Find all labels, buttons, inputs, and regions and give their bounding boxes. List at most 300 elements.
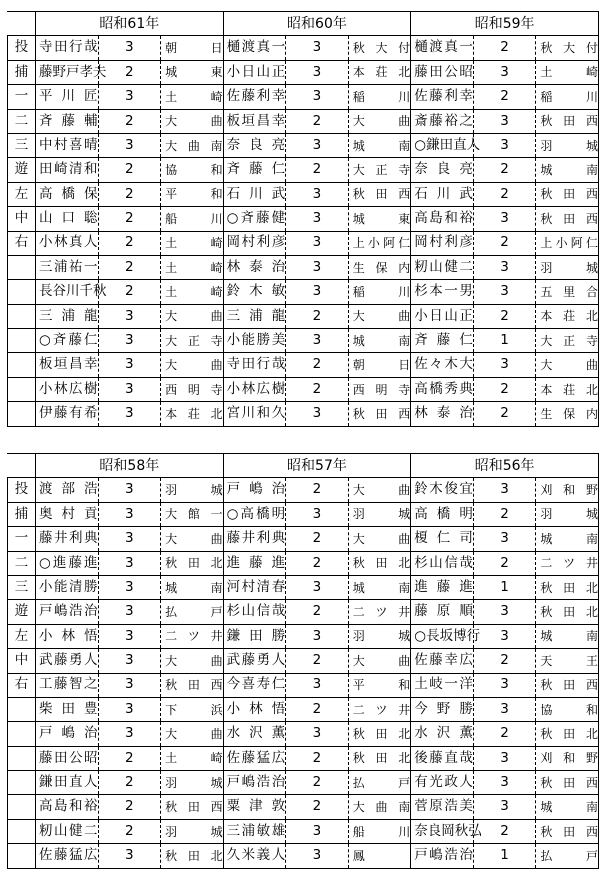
player-grade: 3 (98, 844, 161, 868)
table-row (8, 478, 599, 502)
player-name: 宮 川 和 久 (223, 402, 286, 426)
player-grade: 2 (98, 231, 161, 255)
player-name: 田 崎 清 和 (36, 158, 99, 182)
player-school: 協 和 (536, 697, 599, 721)
position-cell (8, 844, 36, 868)
player-school: 刈 和 野 (536, 478, 599, 502)
table-row (8, 795, 599, 819)
year-header: 昭和58年 (36, 454, 224, 478)
player-school: 城 南 (161, 575, 224, 599)
player-school: 大 曲 (348, 304, 411, 328)
player-name: 水 沢 薫 (411, 722, 474, 746)
player-name: 鈴 木 俊 宜 (411, 478, 474, 502)
player-name: 戸 嶋 治 (223, 478, 286, 502)
position-cell: 左 (8, 624, 36, 648)
player-name: 佐 藤 利 幸 (411, 85, 474, 109)
player-grade: 2 (286, 377, 349, 401)
player-name: 菅 原 浩 美 (411, 795, 474, 819)
player-school: 稲 川 (348, 85, 411, 109)
player-name: 藤 井 利 典 (223, 527, 286, 551)
player-grade: 3 (286, 844, 349, 868)
player-school: 秋 田 西 (161, 673, 224, 697)
position-cell: 三 (8, 575, 36, 599)
player-school: 秋 田 北 (536, 575, 599, 599)
position-cell (8, 329, 36, 353)
position-cell: 三 (8, 133, 36, 157)
player-grade: 3 (98, 377, 161, 401)
player-name: 奈 良 亮 (223, 133, 286, 157)
player-grade: 3 (286, 60, 349, 84)
player-grade: 2 (286, 353, 349, 377)
player-name: 寺 田 行 哉 (223, 353, 286, 377)
player-grade: 3 (286, 280, 349, 304)
player-name: 三 浦 龍 (223, 304, 286, 328)
player-school: 本 荘 北 (161, 402, 224, 426)
player-name: 小 林 悟 (36, 624, 99, 648)
table-row (8, 697, 599, 721)
player-school: 土 崎 (161, 231, 224, 255)
player-name: 高 島 和 裕 (36, 795, 99, 819)
player-name: 藤 原 順 (411, 600, 474, 624)
player-school: 大 曲 南 (161, 133, 224, 157)
player-school: 本 荘 北 (348, 60, 411, 84)
player-name: 斎 藤 裕 之 (411, 109, 474, 133)
player-school: 稲 川 (536, 85, 599, 109)
year-header: 昭和57年 (223, 454, 411, 478)
table-row (8, 182, 599, 206)
position-cell (8, 280, 36, 304)
player-grade: 1 (473, 329, 536, 353)
player-school: 二 ツ 井 (536, 551, 599, 575)
player-grade: 3 (473, 600, 536, 624)
player-school: 上 小 阿 仁 (536, 231, 599, 255)
player-school: 秋 田 西 (161, 795, 224, 819)
player-grade: 2 (473, 85, 536, 109)
position-cell (8, 353, 36, 377)
player-name: 鈴 木 敏 (223, 280, 286, 304)
player-grade: 3 (286, 36, 349, 60)
table-row (8, 280, 599, 304)
player-school: 城 南 (348, 133, 411, 157)
position-cell: 右 (8, 231, 36, 255)
player-name: 佐 藤 猛 広 (36, 844, 99, 868)
player-name: 小 林 悟 (223, 697, 286, 721)
player-grade: 3 (286, 182, 349, 206)
player-name: 戸 嶋 浩 治 (223, 771, 286, 795)
player-grade: 3 (473, 280, 536, 304)
player-grade: 2 (286, 771, 349, 795)
player-school: 本 荘 北 (536, 304, 599, 328)
player-name: 斉 藤 仁 (223, 158, 286, 182)
player-grade: 3 (473, 353, 536, 377)
table-row (8, 527, 599, 551)
player-school: 大 曲 (161, 109, 224, 133)
player-grade: 2 (98, 60, 161, 84)
player-grade: 3 (473, 795, 536, 819)
player-grade: 3 (286, 329, 349, 353)
player-grade: 3 (98, 85, 161, 109)
player-school: 大 曲 (161, 527, 224, 551)
position-cell: 一 (8, 85, 36, 109)
player-grade: 3 (286, 402, 349, 426)
position-cell (8, 304, 36, 328)
player-grade: 2 (286, 304, 349, 328)
player-school: 秋 大 付 (348, 36, 411, 60)
player-grade: 2 (286, 527, 349, 551)
table-row (8, 109, 599, 133)
player-grade: 3 (286, 722, 349, 746)
position-cell: 遊 (8, 600, 36, 624)
player-name: 有 光 政 人 (411, 771, 474, 795)
player-grade: 3 (473, 207, 536, 231)
table-row (8, 819, 599, 843)
player-grade: 2 (98, 207, 161, 231)
player-grade: 2 (286, 600, 349, 624)
player-school: 秋 田 西 (536, 207, 599, 231)
player-grade: 2 (473, 304, 536, 328)
player-school: 羽 城 (536, 502, 599, 526)
player-grade: 3 (473, 697, 536, 721)
player-name: 藤 野 戸 孝 夫 (36, 60, 99, 84)
player-grade: 2 (286, 697, 349, 721)
player-name: 伊 藤 有 希 (36, 402, 99, 426)
table-row (8, 231, 599, 255)
player-school: 鳳 (348, 844, 411, 868)
player-grade: 3 (98, 624, 161, 648)
player-name: 工 藤 智 之 (36, 673, 99, 697)
player-school: 秋 田 北 (161, 551, 224, 575)
player-school: 平 和 (348, 673, 411, 697)
player-school: 下 浜 (161, 697, 224, 721)
player-grade: 3 (286, 85, 349, 109)
player-grade: 3 (473, 673, 536, 697)
player-grade: 3 (286, 502, 349, 526)
player-name: ○ 高 橋 明 (223, 502, 286, 526)
player-school: 二 ツ 井 (348, 600, 411, 624)
table-row (8, 722, 599, 746)
player-school: 土 崎 (161, 280, 224, 304)
player-grade: 3 (473, 527, 536, 551)
roster-table (7, 11, 599, 427)
player-grade: 2 (473, 231, 536, 255)
player-name: 渡 部 浩 (36, 478, 99, 502)
player-name: 武 藤 勇 人 (223, 649, 286, 673)
player-school: 城 南 (536, 527, 599, 551)
player-grade: 2 (473, 722, 536, 746)
player-name: 岡 村 利 彦 (411, 231, 474, 255)
position-cell: 一 (8, 527, 36, 551)
player-school: 大 曲 (348, 109, 411, 133)
player-school: 秋 田 北 (348, 746, 411, 770)
player-grade: 3 (286, 133, 349, 157)
player-grade: 3 (473, 771, 536, 795)
player-grade: 3 (286, 575, 349, 599)
player-grade: 2 (473, 377, 536, 401)
player-name: 後 藤 直 哉 (411, 746, 474, 770)
position-cell: 左 (8, 182, 36, 206)
player-name: 戸 嶋 浩 治 (411, 844, 474, 868)
player-school: 城 東 (161, 60, 224, 84)
player-school: 秋 田 北 (536, 600, 599, 624)
player-name: 佐 藤 利 幸 (223, 85, 286, 109)
player-school: 大 曲 (161, 304, 224, 328)
player-name: ○ 斉 藤 仁 (36, 329, 99, 353)
player-name: 三 浦 祐 一 (36, 255, 99, 279)
position-cell: 右 (8, 673, 36, 697)
player-name: 板 垣 昌 幸 (36, 353, 99, 377)
player-grade: 2 (98, 771, 161, 795)
year-header: 昭和60年 (223, 12, 411, 36)
position-cell (8, 402, 36, 426)
player-grade: 3 (98, 673, 161, 697)
table-row (8, 133, 599, 157)
position-cell (8, 771, 36, 795)
player-name: 粟 津 敦 (223, 795, 286, 819)
year-header-row (8, 454, 599, 478)
player-school: 五 里 合 (536, 280, 599, 304)
player-grade: 3 (286, 255, 349, 279)
player-school: 大 曲 (161, 353, 224, 377)
player-school: 生 保 内 (348, 255, 411, 279)
player-grade: 2 (473, 36, 536, 60)
player-school: 大 曲 (348, 649, 411, 673)
player-name: 寺 田 行 哉 (36, 36, 99, 60)
player-grade: 3 (473, 255, 536, 279)
player-school: 天 王 (536, 649, 599, 673)
player-school: 秋 田 西 (536, 109, 599, 133)
player-name: 小 日 山 正 (411, 304, 474, 328)
position-cell: 二 (8, 551, 36, 575)
player-school: 秋 田 西 (348, 182, 411, 206)
player-name: 小 林 広 樹 (36, 377, 99, 401)
position-header (8, 12, 36, 36)
player-name: 小 林 真 人 (36, 231, 99, 255)
player-school: 羽 城 (348, 502, 411, 526)
position-cell (8, 746, 36, 770)
player-name: 樋 渡 真 一 (411, 36, 474, 60)
player-name: 高 橋 秀 典 (411, 377, 474, 401)
player-grade: 3 (98, 697, 161, 721)
player-school: 二 ツ 井 (348, 697, 411, 721)
player-grade: 3 (98, 600, 161, 624)
player-school: 土 崎 (161, 85, 224, 109)
player-grade: 2 (286, 109, 349, 133)
player-school: 刈 和 野 (536, 746, 599, 770)
table-row (8, 255, 599, 279)
player-school: 羽 城 (161, 478, 224, 502)
player-name: 高 島 和 裕 (411, 207, 474, 231)
position-cell (8, 255, 36, 279)
player-grade: 3 (98, 722, 161, 746)
player-grade: 3 (473, 133, 536, 157)
player-name: 中 村 喜 晴 (36, 133, 99, 157)
player-school: 朝 日 (348, 353, 411, 377)
player-grade: 3 (473, 624, 536, 648)
player-name: 三 浦 敏 雄 (223, 819, 286, 843)
player-grade: 2 (286, 649, 349, 673)
year-header: 昭和61年 (36, 12, 224, 36)
player-school: 城 東 (348, 207, 411, 231)
player-school: 払 戸 (536, 844, 599, 868)
player-grade: 2 (98, 158, 161, 182)
player-name: 佐 々 木 大 (411, 353, 474, 377)
table-row (8, 575, 599, 599)
player-name: 平 川 匠 (36, 85, 99, 109)
player-school: 羽 城 (536, 255, 599, 279)
player-grade: 3 (286, 673, 349, 697)
position-cell (8, 697, 36, 721)
player-grade: 3 (286, 624, 349, 648)
player-grade: 2 (98, 255, 161, 279)
player-name: 佐 藤 猛 広 (223, 746, 286, 770)
player-grade: 3 (286, 207, 349, 231)
player-name: 樋 渡 真 一 (223, 36, 286, 60)
player-name: 林 泰 治 (411, 402, 474, 426)
player-name: 戸 嶋 治 (36, 722, 99, 746)
position-cell (8, 377, 36, 401)
player-name: 小 林 広 樹 (223, 377, 286, 401)
player-grade: 3 (473, 60, 536, 84)
table-row (8, 771, 599, 795)
player-name: 杉 山 信 哉 (411, 551, 474, 575)
table-row (8, 60, 599, 84)
player-name: 藤 田 公 昭 (411, 60, 474, 84)
player-name: 柴 田 豊 (36, 697, 99, 721)
player-school: 大 正 寺 (161, 329, 224, 353)
player-name: 戸 嶋 浩 治 (36, 600, 99, 624)
player-name: 石 川 武 (223, 182, 286, 206)
player-name: 鎌 田 勝 (223, 624, 286, 648)
player-school: 秋 田 西 (348, 402, 411, 426)
player-grade: 3 (98, 527, 161, 551)
table-row (8, 649, 599, 673)
player-school: 秋 田 西 (536, 673, 599, 697)
player-name: 佐 藤 幸 広 (411, 649, 474, 673)
player-name: 小 能 勝 美 (223, 329, 286, 353)
player-grade: 2 (98, 182, 161, 206)
player-grade: 3 (98, 551, 161, 575)
player-name: 山 口 聡 (36, 207, 99, 231)
player-grade: 2 (286, 746, 349, 770)
player-school: 大 正 寺 (536, 329, 599, 353)
player-name: 武 藤 勇 人 (36, 649, 99, 673)
table-row (8, 551, 599, 575)
player-school: 羽 城 (161, 819, 224, 843)
table-row (8, 353, 599, 377)
player-school: 城 南 (536, 624, 599, 648)
position-cell (8, 795, 36, 819)
player-school: 稲 川 (348, 280, 411, 304)
player-name: 進 藤 進 (411, 575, 474, 599)
player-name: 籾 山 健 二 (411, 255, 474, 279)
player-name: ○ 長 坂 博 行 (411, 624, 474, 648)
player-school: 大 正 寺 (348, 158, 411, 182)
year-header-row (8, 12, 599, 36)
player-name: 小 日 山 正 (223, 60, 286, 84)
player-school: 秋 田 北 (348, 551, 411, 575)
player-grade: 3 (98, 402, 161, 426)
player-grade: 3 (98, 133, 161, 157)
player-grade: 2 (473, 402, 536, 426)
player-school: 西 明 寺 (348, 377, 411, 401)
player-name: 奈 良 岡 秋 弘 (411, 819, 474, 843)
player-school: 秋 大 付 (536, 36, 599, 60)
player-name: 斉 藤 輔 (36, 109, 99, 133)
player-grade: 2 (473, 502, 536, 526)
position-cell: 中 (8, 649, 36, 673)
player-school: 大 曲 南 (348, 795, 411, 819)
position-cell (8, 722, 36, 746)
player-name: 高 橋 明 (411, 502, 474, 526)
player-name: 久 米 義 人 (223, 844, 286, 868)
player-name: 長 谷 川 千 秋 (36, 280, 99, 304)
player-name: 板 垣 昌 幸 (223, 109, 286, 133)
player-name: 斉 藤 仁 (411, 329, 474, 353)
player-grade: 2 (98, 280, 161, 304)
player-name: 鎌 田 直 人 (36, 771, 99, 795)
table-row (8, 844, 599, 868)
player-school: 羽 城 (536, 133, 599, 157)
table-row (8, 673, 599, 697)
player-name: 三 浦 龍 (36, 304, 99, 328)
player-name: 杉 山 信 哉 (223, 600, 286, 624)
player-school: 船 川 (161, 207, 224, 231)
player-name: 藤 田 公 昭 (36, 746, 99, 770)
player-school: 秋 田 西 (536, 771, 599, 795)
table-row (8, 377, 599, 401)
player-grade: 3 (286, 231, 349, 255)
player-school: 二 ツ 井 (161, 624, 224, 648)
player-school: 土 崎 (161, 255, 224, 279)
player-school: 大 曲 (348, 527, 411, 551)
player-school: 朝 日 (161, 36, 224, 60)
table-row (8, 158, 599, 182)
player-school: 本 荘 北 (536, 377, 599, 401)
player-school: 秋 田 北 (348, 722, 411, 746)
player-name: 石 川 武 (411, 182, 474, 206)
player-school: 大 曲 (536, 353, 599, 377)
table-row (8, 746, 599, 770)
player-school: 払 戸 (161, 600, 224, 624)
player-grade: 3 (98, 353, 161, 377)
player-school: 土 崎 (161, 746, 224, 770)
player-name: 小 能 清 勝 (36, 575, 99, 599)
player-school: 平 和 (161, 182, 224, 206)
player-grade: 2 (98, 819, 161, 843)
table-row (8, 502, 599, 526)
player-school: 大 曲 (161, 649, 224, 673)
table-row (8, 207, 599, 231)
player-name: 籾 山 健 二 (36, 819, 99, 843)
player-grade: 3 (98, 478, 161, 502)
position-cell: 投 (8, 36, 36, 60)
player-name: 水 沢 薫 (223, 722, 286, 746)
player-school: 城 南 (348, 575, 411, 599)
player-grade: 1 (473, 575, 536, 599)
player-name: 進 藤 進 (223, 551, 286, 575)
player-grade: 2 (98, 746, 161, 770)
player-name: ○ 斉 藤 健 (223, 207, 286, 231)
player-grade: 3 (473, 109, 536, 133)
player-school: 秋 田 西 (536, 182, 599, 206)
player-school: 生 保 内 (536, 402, 599, 426)
player-grade: 2 (286, 478, 349, 502)
player-grade: 3 (98, 502, 161, 526)
player-grade: 2 (286, 795, 349, 819)
player-school: 船 川 (348, 819, 411, 843)
player-name: 奥 村 貢 (36, 502, 99, 526)
player-name: 杉 本 一 男 (411, 280, 474, 304)
